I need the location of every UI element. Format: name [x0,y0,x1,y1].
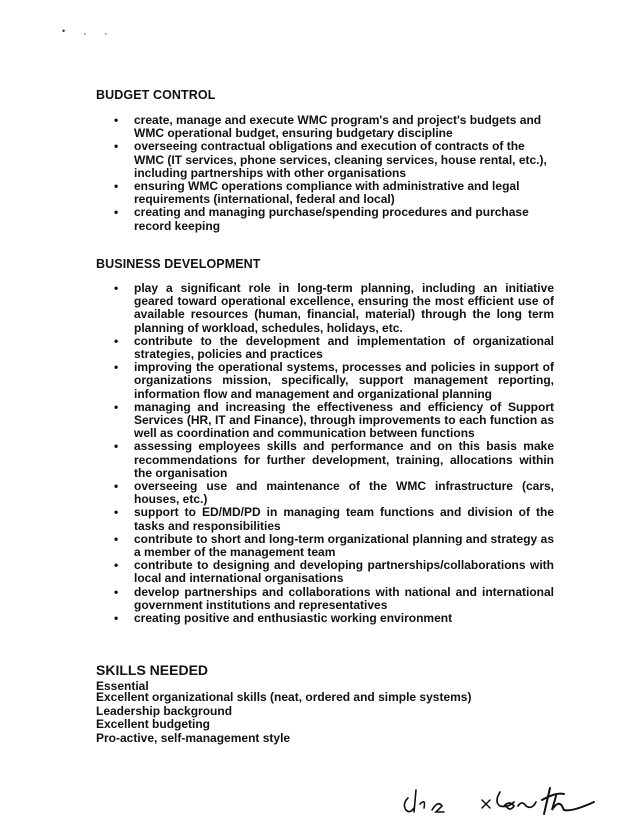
skills-list [96,691,471,745]
list-item-text: improving the operational systems, processes and policies in support of organizations mission, specifically, support management reporting, information flow and management and organizational planning [134,360,554,401]
list-item-text: play a significant role in long-term planning, including an initiative geared toward operational excellence, ensuring the most efficient use of available resources (human, financial, material) through the long term planning of workload, schedules, holidays, etc. [134,281,554,335]
budget-control-list [114,114,554,233]
list-item-text: contribute to the development and implementation of organizational strategies, policies and practices [134,333,554,362]
list-item-text: creating and managing purchase/spending procedures and purchase record keeping [134,205,529,233]
bizdev-list-item [114,559,554,585]
list-item-text: create, manage and execute WMC program's and project's budgets and WMC operational budget, ensuring budgetary discipline [134,113,542,141]
skills-essential-subheading: Essential [96,679,149,693]
list-item-text: contribute to designing and developing partnerships/collaborations with local and international organisations [134,558,554,586]
bullet-icon: • [114,531,119,546]
bullet-icon: • [114,399,119,414]
scan-marks: • , , [62,26,116,36]
bizdev-list-item [114,335,554,361]
budget-list-item [114,140,554,180]
list-item-text: managing and increasing the effectiveness and efficiency of Support Services (HR, IT and Finance), through improvements to each function as well as coordination and communication between functions [134,399,554,441]
list-item-text: contribute to short and long-term organizational planning and strategy as a member of the management team [134,531,554,560]
bullet-icon: • [114,139,119,154]
bullet-icon: • [114,360,119,375]
list-item-text: overseeing use and maintenance of the WMC infrastructure (cars, houses, etc.) [134,479,554,507]
list-item-text: overseeing contractual obligations and execution of contracts of the WMC (IT services, phone services, cleaning services, house rental, etc.), including partnerships with other organisations [134,139,547,180]
bullet-icon: • [114,611,119,626]
bullet-icon: • [114,333,119,348]
budget-list-item [114,180,554,206]
budget-list-item [114,206,554,232]
bullet-icon: • [114,479,119,494]
bizdev-list-item [114,361,554,401]
skills-needed-heading: SKILLS NEEDED [96,662,209,678]
bullet-icon: • [114,505,119,520]
skill-line: Excellent organizational skills (neat, ordered and simple systems) [96,690,472,704]
business-development-list [114,282,554,625]
list-item-text: assessing employees skills and performance and on this basis make recommendations for further development, training, allocations within the organisation [134,439,554,480]
bizdev-list-item [114,480,554,506]
bullet-icon: • [114,439,119,454]
bullet-icon: • [114,584,119,599]
budget-list-item [114,114,554,140]
bizdev-list-item [114,282,554,335]
bizdev-list-item [114,612,554,625]
list-item-text: creating positive and enthusiastic working environment [134,611,453,626]
skill-line: Pro-active, self-management style [96,730,291,745]
budget-control-heading: BUDGET CONTROL [96,88,216,102]
bizdev-list-item [114,440,554,480]
skill-line: Leadership background [96,703,233,718]
skill-line: Excellent budgeting [96,717,211,731]
bizdev-list-item [114,586,554,612]
handwritten-signature [390,770,610,820]
list-item-text: ensuring WMC operations compliance with administrative and legal requirements (international, federal and local) [134,179,520,207]
list-item-text: develop partnerships and collaborations with national and international government institutions and representatives [134,584,554,612]
bullet-icon: • [114,205,119,220]
bizdev-list-item [114,533,554,559]
bullet-icon: • [114,179,119,194]
bizdev-list-item [114,506,554,532]
bullet-icon: • [114,113,119,127]
business-development-heading: BUSINESS DEVELOPMENT [96,257,261,271]
bullet-icon: • [114,281,119,295]
list-item-text: support to ED/MD/PD in managing team functions and division of the tasks and responsibilities [134,505,554,533]
bizdev-list-item [114,401,554,441]
bullet-icon: • [114,558,119,573]
